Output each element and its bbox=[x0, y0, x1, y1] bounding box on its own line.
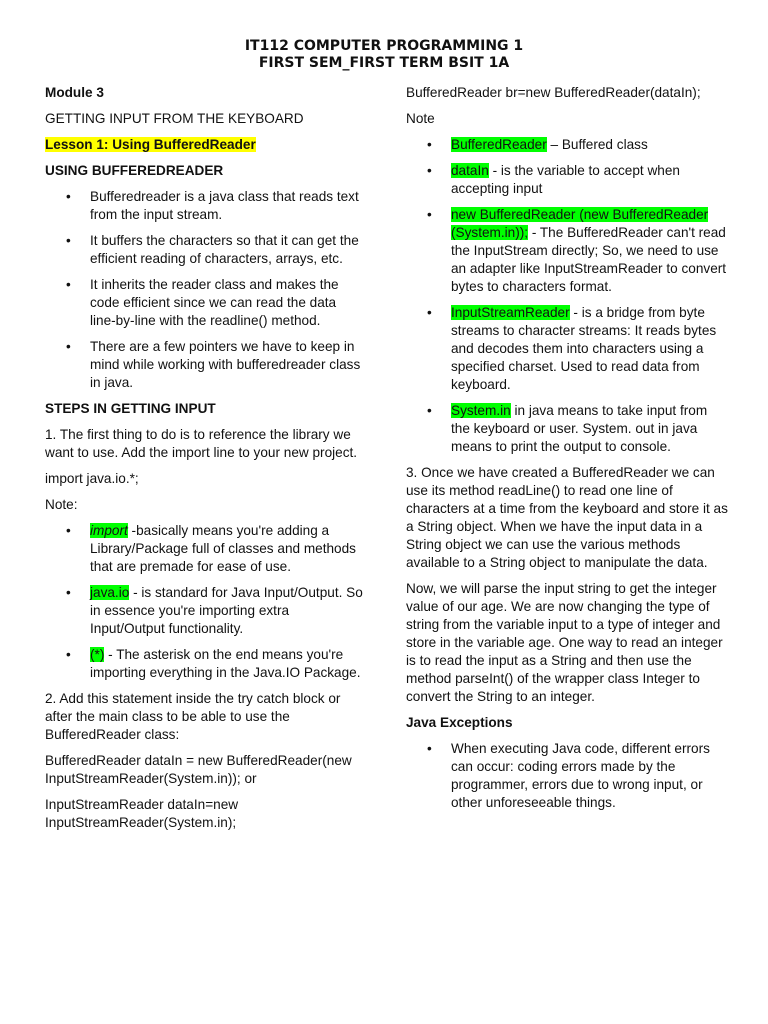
list-item: • new BufferedReader (new BufferedReader (System.in)); - The BufferedReader can't read the InputStream directly; So, we need to use an adapter like InputStreamReader to convert bytes to characters format. bbox=[427, 207, 727, 294]
code-statement-3: BufferedReader br=new BufferedReader(dataIn); bbox=[406, 85, 701, 100]
highlighted-term: java.io bbox=[90, 585, 130, 600]
bullet-icon: • bbox=[427, 741, 432, 756]
section-heading-steps: STEPS IN GETTING INPUT bbox=[45, 401, 216, 416]
import-statement: import java.io.*; bbox=[45, 471, 139, 486]
bullet-icon: • bbox=[66, 339, 71, 354]
step-2-paragraph: 2. Add this statement inside the try catch block or after the main class to be able to use the BufferedReader class: bbox=[45, 691, 341, 742]
section-heading-using: USING BUFFEREDREADER bbox=[45, 163, 224, 178]
parse-paragraph: Now, we will parse the input string to get the integer value of our age. We are now changing the type of string from the variable input to a type of integer and store in the variable age. One way to read an integer is to read the input as a String and then use the method parseInt() of the wrapper class Integer to convert the String to an integer. bbox=[406, 581, 723, 704]
highlighted-term: InputStreamReader bbox=[451, 305, 570, 320]
list-item: • It buffers the characters so that it can get the efficient reading of characters, arrays, etc. bbox=[66, 233, 359, 266]
highlighted-term: System.in bbox=[451, 403, 511, 418]
bullet-icon: • bbox=[66, 189, 71, 204]
highlighted-term: (*) bbox=[90, 647, 105, 662]
bullet-icon: • bbox=[427, 403, 432, 418]
code-statement-2: InputStreamReader dataIn=new InputStreamReader(System.in); bbox=[45, 797, 239, 830]
left-column bbox=[45, 84, 365, 840]
bullet-icon: • bbox=[66, 233, 71, 248]
bullet-icon: • bbox=[66, 647, 71, 662]
module-label: Module 3 bbox=[45, 85, 104, 100]
highlighted-term: dataIn bbox=[451, 163, 489, 178]
list-item: • InputStreamReader - is a bridge from byte streams to character streams: It reads bytes and decodes them into characters using a specified charset. Used to read data from keyboard. bbox=[427, 305, 717, 392]
code-statement-1: BufferedReader dataIn = new BufferedReader(new InputStreamReader(System.in)); or bbox=[45, 753, 352, 786]
term-title: FIRST SEM_FIRST TERM BSIT 1A bbox=[258, 55, 510, 71]
bullet-icon: • bbox=[427, 137, 432, 152]
step-1-paragraph: 1. The first thing to do is to reference the library we want to use. Add the import line to your new project. bbox=[45, 427, 358, 460]
lesson-title bbox=[45, 136, 365, 154]
highlighted-term: new BufferedReader (new BufferedReader (System.in)); bbox=[451, 207, 709, 240]
topic-title: GETTING INPUT FROM THE KEYBOARD bbox=[45, 111, 304, 126]
list-item: • System.in in java means to take input from the keyboard or user. System. out in java means to print the output to console. bbox=[427, 403, 708, 454]
list-item: • BufferedReader – Buffered class bbox=[427, 137, 648, 152]
highlighted-term: BufferedReader bbox=[451, 137, 547, 152]
bullet-icon: • bbox=[427, 305, 432, 320]
list-item: • dataIn - is the variable to accept when accepting input bbox=[427, 163, 680, 196]
exceptions-bullets bbox=[406, 740, 728, 812]
bufferedreader-bullets bbox=[45, 188, 365, 392]
list-item: • import -basically means you're adding a Library/Package full of classes and methods that are premade for ease of use. bbox=[66, 523, 356, 574]
list-item: • (*) - The asterisk on the end means you're importing everything in the Java.IO Package. bbox=[66, 647, 361, 680]
note-label: Note: bbox=[45, 497, 78, 512]
list-item: • Bufferedreader is a java class that reads text from the input stream. bbox=[66, 189, 359, 222]
list-item: • There are a few pointers we have to keep in mind while working with bufferedreader class in java. bbox=[66, 339, 361, 390]
section-heading-exceptions: Java Exceptions bbox=[406, 715, 513, 730]
bullet-icon: • bbox=[66, 585, 71, 600]
bullet-icon: • bbox=[427, 163, 432, 178]
step-3-paragraph: 3. Once we have created a BufferedReader we can use its method readLine() to read one line of characters at a time from the keyboard and store it as a String object. When we have the input data in a String object we can use the various methods available to a String object to manipulate the data. bbox=[406, 465, 728, 570]
bullet-icon: • bbox=[66, 523, 71, 538]
bullet-icon: • bbox=[66, 277, 71, 292]
note-label: Note bbox=[406, 111, 435, 126]
bullet-icon: • bbox=[427, 207, 432, 222]
course-title: IT112 COMPUTER PROGRAMMING 1 bbox=[244, 38, 524, 54]
lesson-title-text: Lesson 1: Using BufferedReader bbox=[45, 137, 256, 152]
list-item: • When executing Java code, different errors can occur: coding errors made by the programmer, errors due to wrong input, or other unforeseeable things. bbox=[427, 741, 710, 810]
import-notes bbox=[45, 522, 365, 682]
document-header bbox=[0, 38, 768, 72]
highlighted-term: import bbox=[90, 523, 128, 538]
right-column bbox=[406, 84, 728, 820]
list-item: • java.io - is standard for Java Input/Output. So in essence you're importing extra Input/Output functionality. bbox=[66, 585, 363, 636]
list-item: • It inherits the reader class and makes the code efficient since we can read the data line-by-line with the readline() method. bbox=[66, 277, 339, 328]
bufferedreader-notes bbox=[406, 136, 728, 456]
